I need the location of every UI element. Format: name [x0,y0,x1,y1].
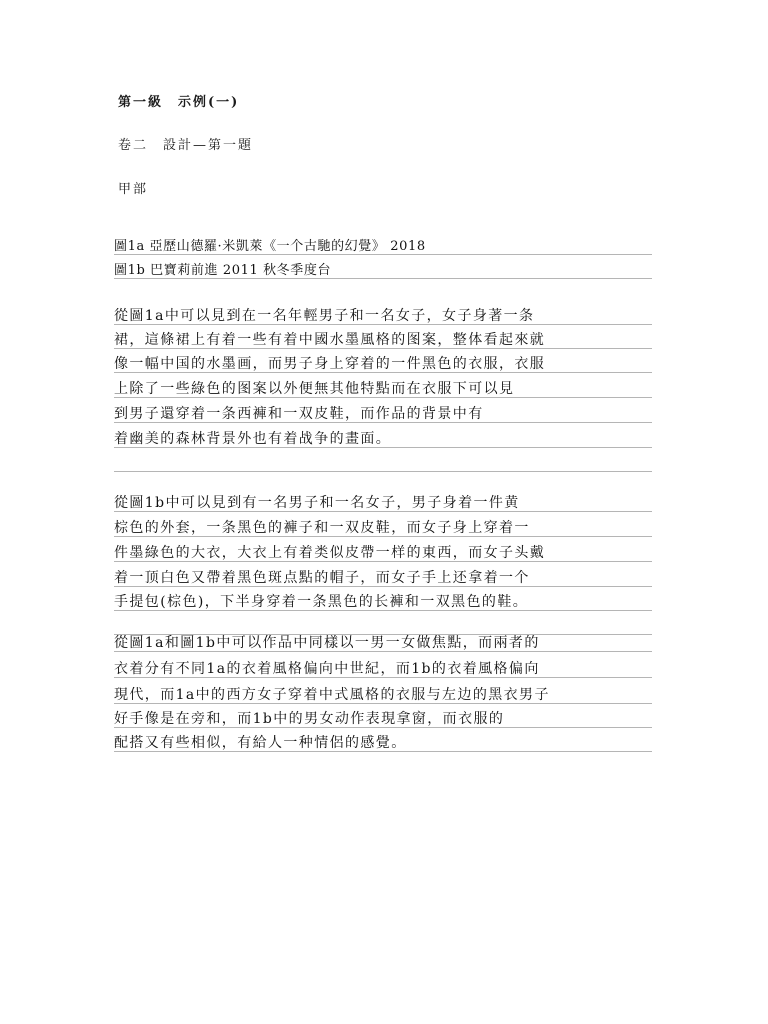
answer-text-line: 裙，這條裙上有着一些有着中國水墨風格的图案，整体看起來就 [114,332,546,348]
answer-text-line: 衣着分有不同1a的衣着風格偏向中世紀，而1b的衣着風格偏向 [114,661,540,677]
answer-text-line: 着一顶白色又帶着黑色斑点點的帽子，而女子手上还拿着一个 [114,570,530,586]
figure-caption: 圖1b 巴寶莉前進 2011 秋冬季度台 [114,263,332,278]
answer-text-line: 手提包(棕色)，下半身穿着一条黑色的长褲和一双黑色的鞋。 [114,594,529,610]
answer-text-line: 現代，而1a中的西方女子穿着中式風格的衣服与左边的黑衣男子 [114,687,550,703]
answer-text-line: 從圖1a和圖1b中可以作品中同樣以一男一女做焦點，而兩者的 [114,635,540,651]
ruled-line [114,471,652,472]
paper-question-line: 卷二 設計—第一題 [118,138,254,153]
ruled-line [114,254,652,255]
answer-text-line: 配搭又有些相似，有給人一种情侶的感覺。 [114,735,407,751]
answer-text-line: 從圖1a中可以見到在一名年輕男子和一名女子，女子身著一条 [114,308,535,324]
answer-text-line: 棕色的外套，一条黑色的褲子和一双皮鞋，而女子身上穿着一 [114,520,530,536]
level-title: 第一級 示例(一) [118,95,240,110]
section-label: 甲部 [118,182,149,197]
answer-text-line: 着幽美的森林背景外也有着战争的畫面。 [114,431,392,447]
answer-text-line: 件墨綠色的大衣，大衣上有着类似皮帶一样的東西，而女子头戴 [114,545,546,561]
answer-text-line: 到男子還穿着一条西褲和一双皮鞋，而作品的背景中有 [114,406,484,422]
answer-text-line: 像一幅中国的水墨画，而男子身上穿着的一件黑色的衣服，衣服 [114,356,546,372]
answer-text-line: 上除了一些綠色的图案以外便無其他特點而在衣服下可以見 [114,381,515,397]
figure-caption: 圖1a 亞歷山德羅·米凱萊《一个古馳的幻覺》 2018 [114,239,426,254]
answer-sheet [114,226,652,766]
ruled-line [114,278,652,279]
answer-text-line: 從圖1b中可以見到有一名男子和一名女子，男子身着一件黄 [114,495,520,511]
answer-text-line: 好手像是在旁和，而1b中的男女动作表現拿窗，而衣服的 [114,711,505,727]
